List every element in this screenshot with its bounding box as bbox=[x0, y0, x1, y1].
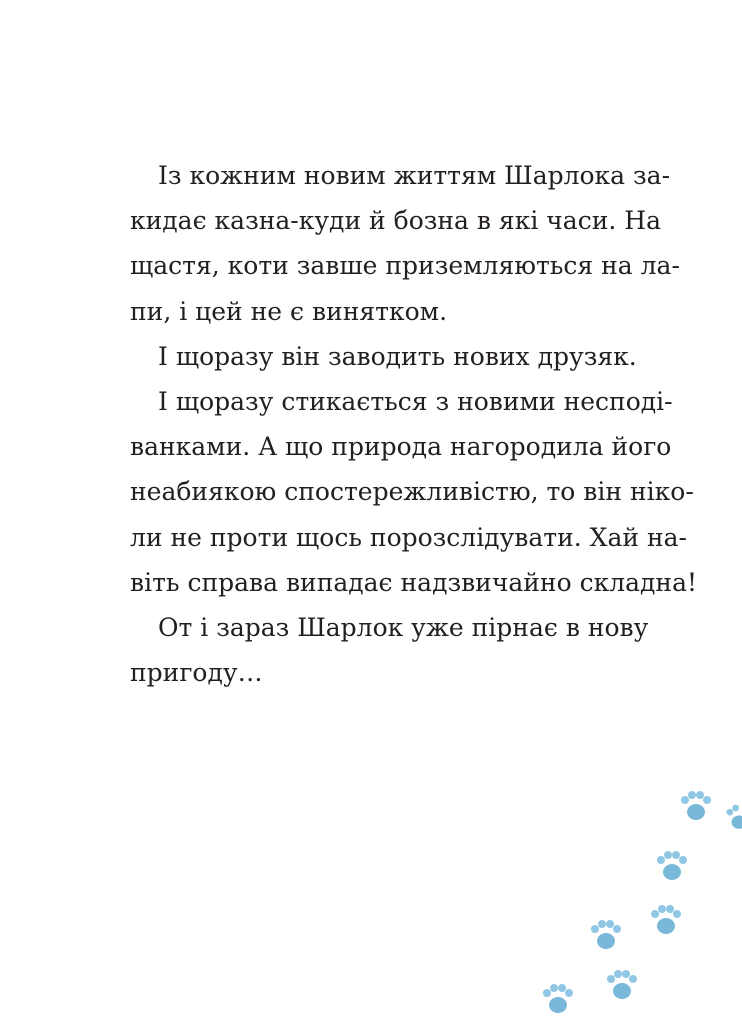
text-line: От і зараз Шарлок уже пірнає в нову bbox=[158, 612, 649, 642]
text-line: кидає казна-куди й бозна в які часи. На bbox=[130, 206, 661, 236]
paw-print-icon bbox=[540, 982, 576, 1018]
paw-print-icon bbox=[654, 850, 690, 884]
text-line: щастя, коти завше приземляються на ла- bbox=[130, 251, 680, 281]
text-line: ванками. А що природа нагородила його bbox=[130, 432, 672, 462]
text-line: неабиякою спостережливістю, то він ніко- bbox=[130, 477, 694, 507]
text-line: Із кожним новим життям Шарлока за- bbox=[158, 161, 671, 190]
paw-print-icon bbox=[604, 968, 640, 1004]
text-line: пи, і цей не є винятком. bbox=[130, 296, 448, 326]
text-line: І щоразу він заводить нових друзяк. bbox=[158, 341, 637, 371]
text-line: ли не проти щось порозслідувати. Хай на- bbox=[130, 522, 687, 552]
text-line: пригоду… bbox=[130, 658, 263, 688]
body-text bbox=[130, 153, 698, 695]
paw-print-icon bbox=[648, 904, 684, 938]
text-line: віть справа випадає надзвичайно складна! bbox=[130, 567, 698, 597]
text-line: І щоразу стикається з новими несподі- bbox=[158, 386, 673, 416]
paw-print-icon bbox=[678, 790, 714, 824]
paw-print-icon bbox=[724, 800, 742, 836]
paw-print-icon bbox=[588, 918, 624, 954]
